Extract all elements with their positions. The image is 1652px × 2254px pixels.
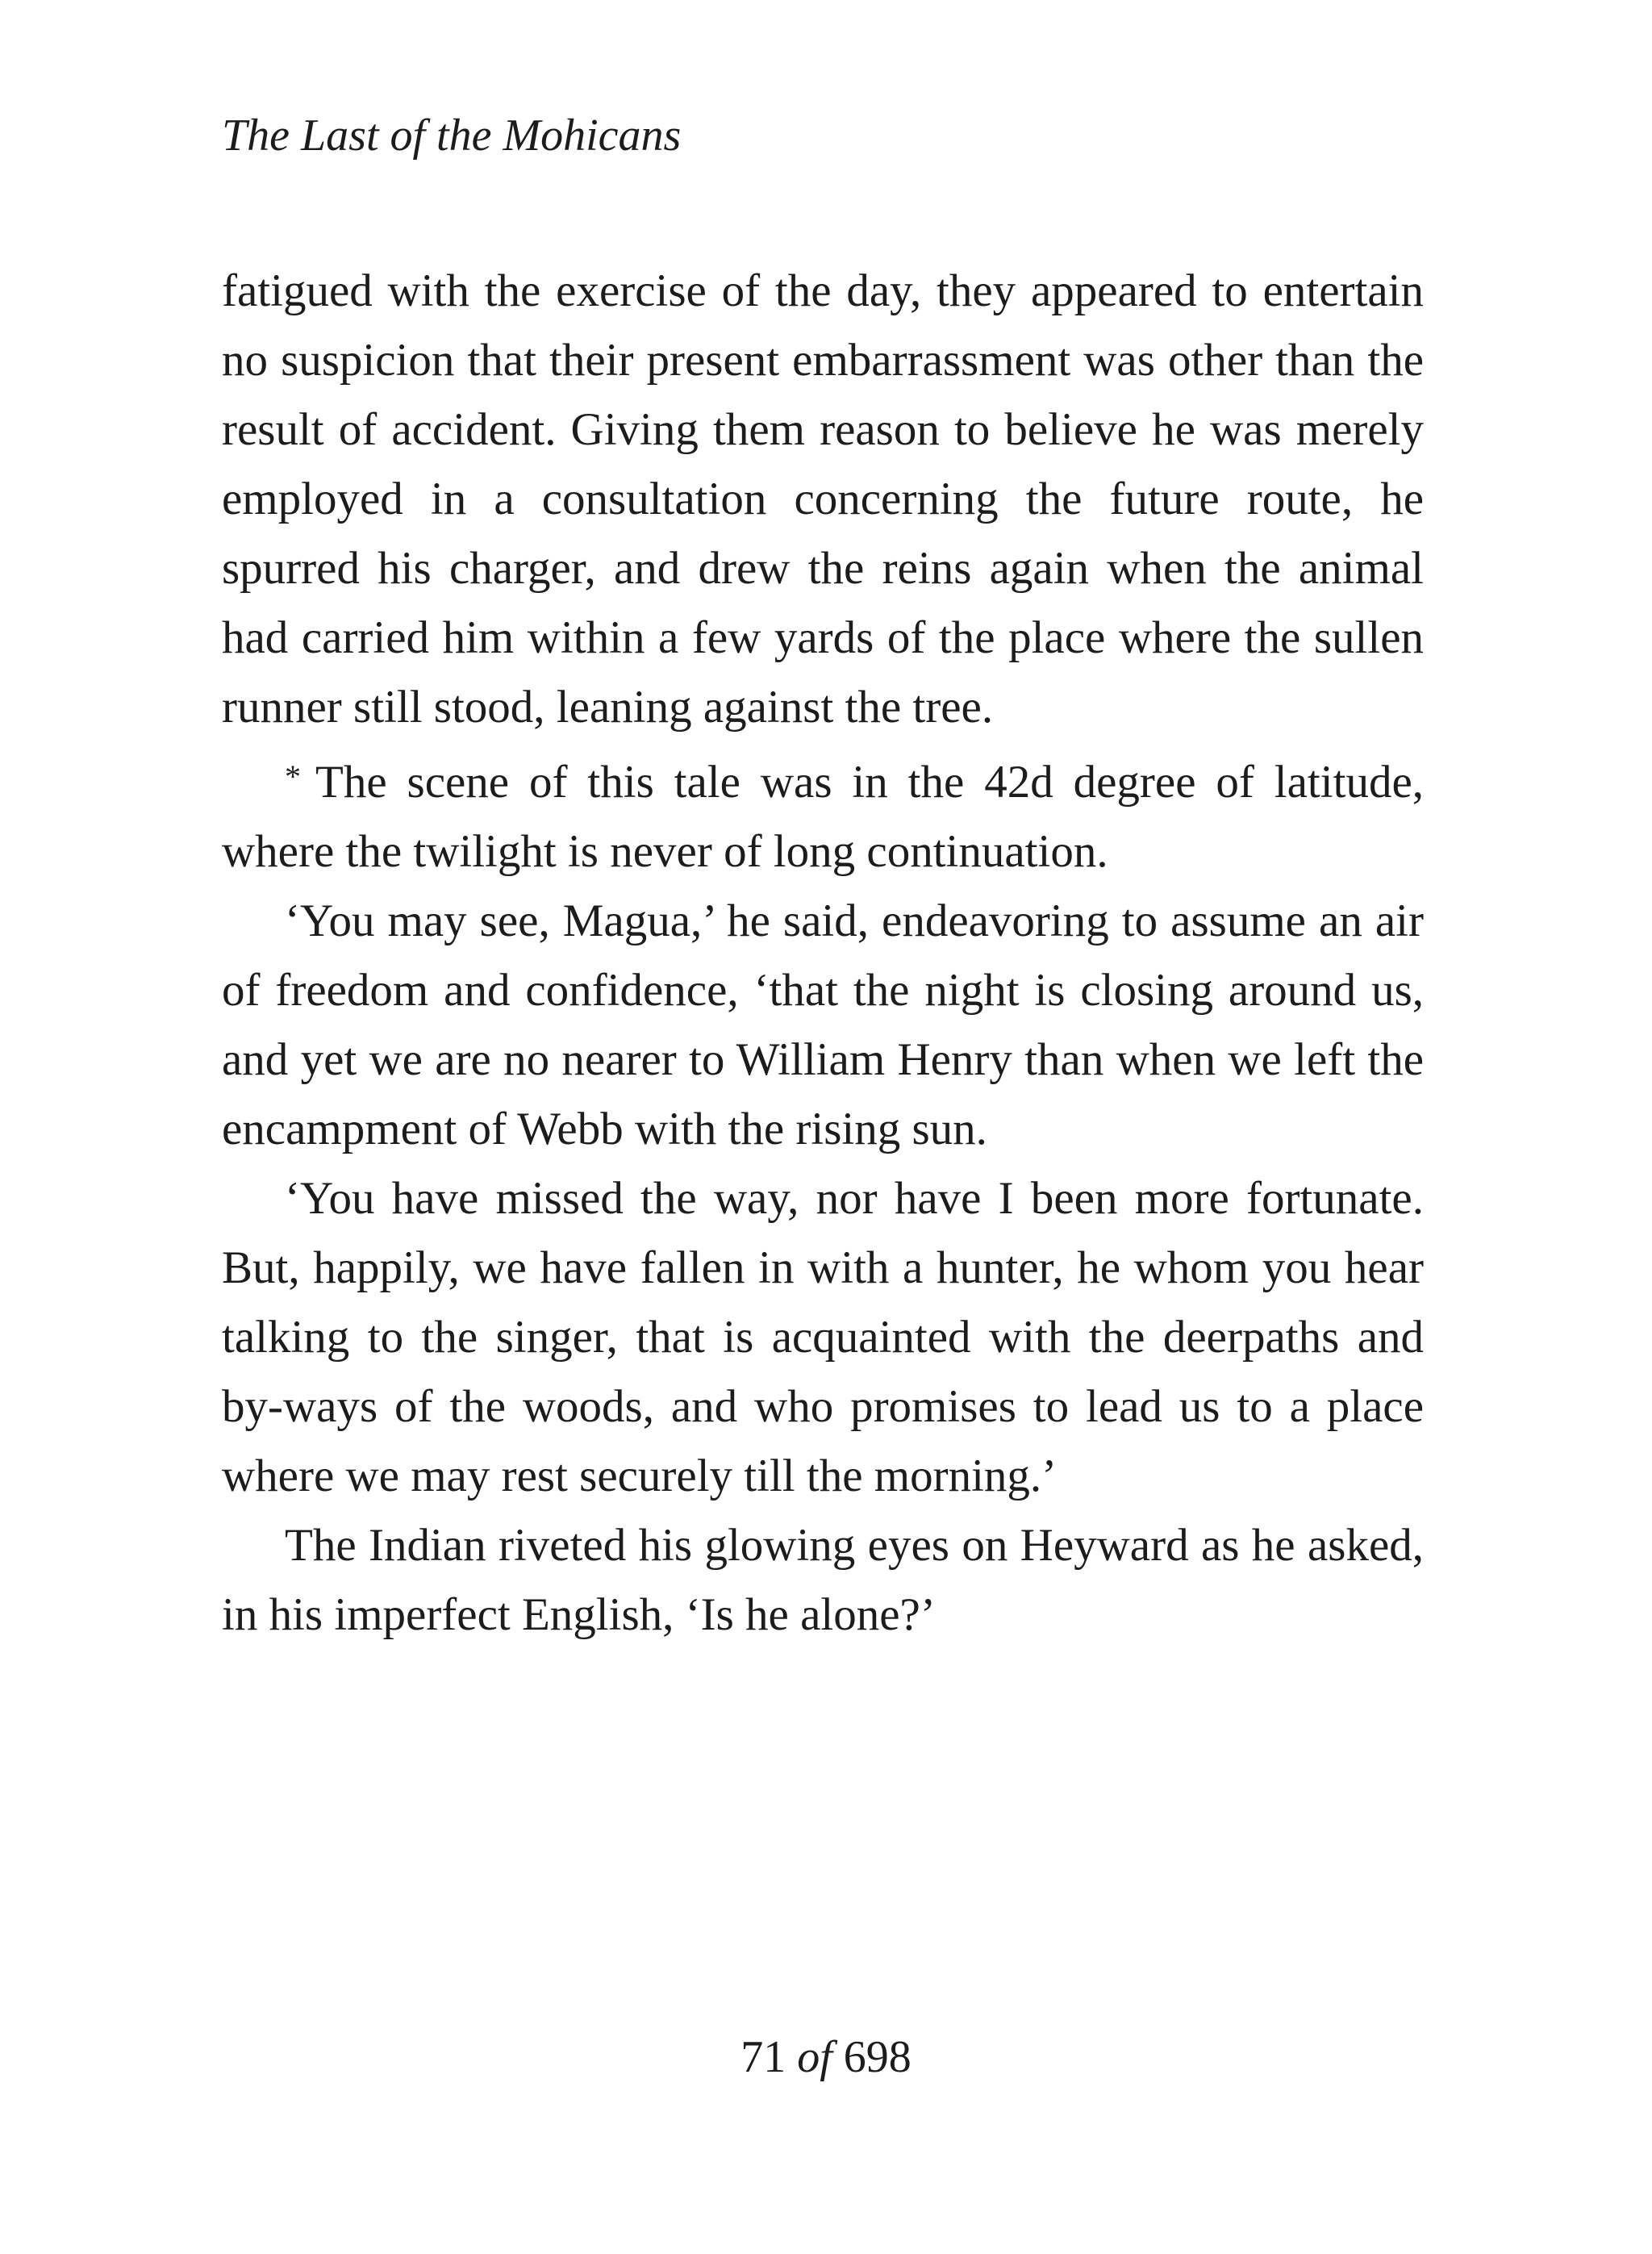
page-body — [222, 257, 1424, 1650]
page-of-label: of — [797, 2032, 832, 2082]
total-pages: 698 — [843, 2032, 912, 2082]
paragraph-3: ‘You may see, Magua,’ he said, endeavoring to assume an air of freedom and confidence, ‘that the night is closing around us, and yet we are no nearer to William Henry than when we left the encampment of Webb with the rising sun. — [222, 895, 1424, 1154]
page-number — [0, 2025, 1652, 2089]
running-title: The Last of the Mohicans — [222, 111, 682, 161]
paragraph-4: ‘You have missed the way, nor have I been more fortunate. But, happily, we have fallen in with a hunter, he whom you hear talking to the singer, that is acquainted with the deerpaths and by-ways of the woods, and who promises to lead us to a place where we may rest securely till the morning.’ — [222, 1173, 1424, 1501]
footnote-text: The scene of this tale was in the 42d degree of latitude, where the twilight is never of long continuation. — [222, 757, 1424, 877]
current-page: 71 — [740, 2032, 786, 2082]
paragraph-5: The Indian riveted his glowing eyes on Heyward as he asked, in his imperfect English, ‘Is he alone?’ — [222, 1520, 1424, 1640]
paragraph-1: fatigued with the exercise of the day, they appeared to entertain no suspicion that their present embarrassment was other than the result of accident. Giving them reason to believe he was merely employed in a consultation concerning the future route, he spurred his charger, and drew the reins again when the animal had carried him within a few yards of the place where the sullen runner still stood, leaning against the tree. — [222, 265, 1424, 733]
footnote — [222, 742, 1424, 887]
footnote-marker: * — [285, 758, 301, 795]
